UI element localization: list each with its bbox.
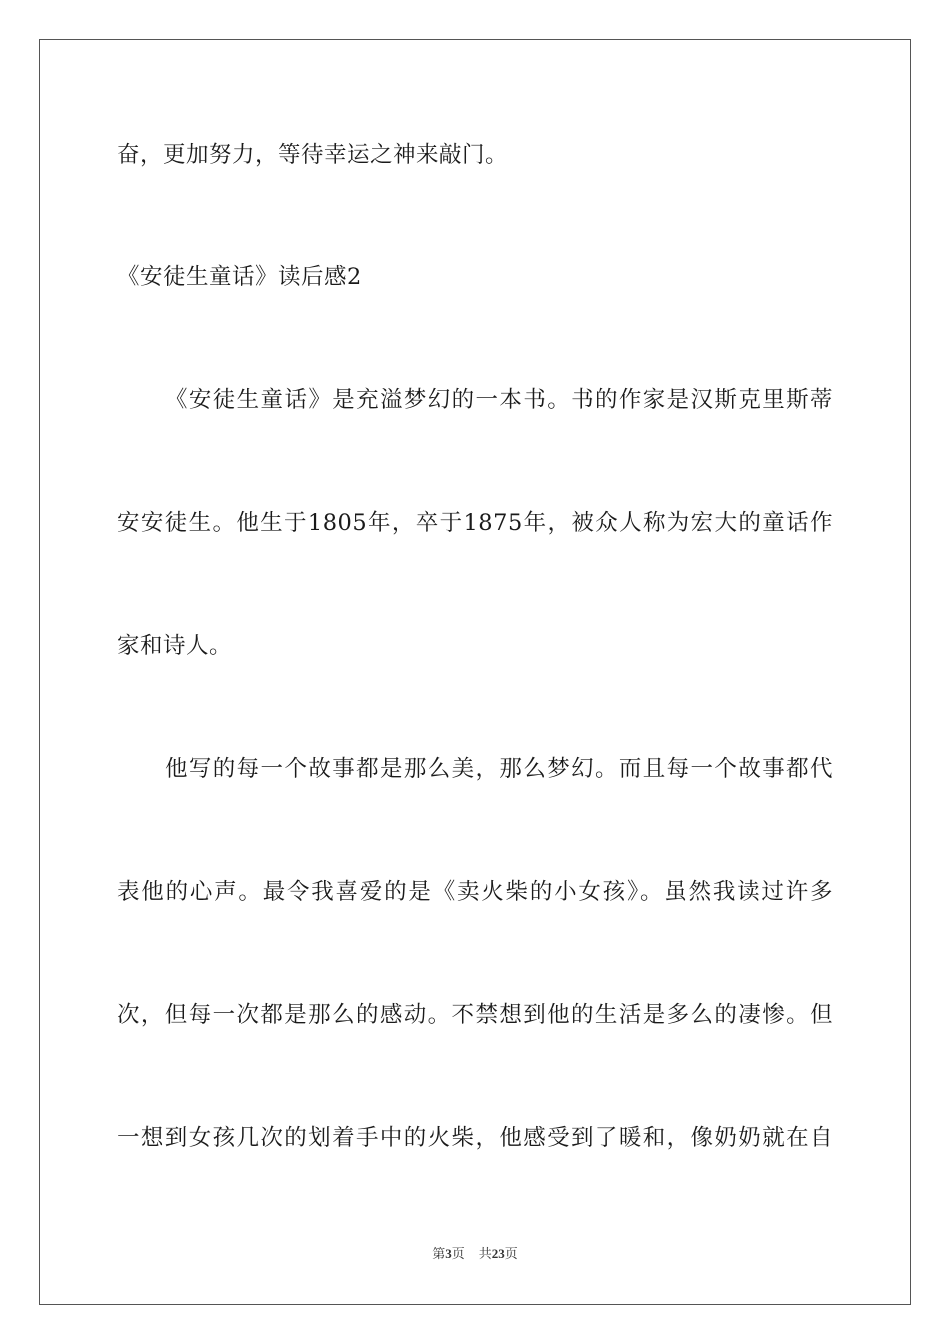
- paragraph-line: 安安徒生。他生于1805年，卒于1875年，被众人称为宏大的童话作: [117, 510, 833, 536]
- paragraph-line: 家和诗人。: [117, 633, 233, 659]
- section-heading: 《安徒生童话》读后感2: [117, 264, 362, 290]
- footer-total-suffix: 页: [504, 1247, 518, 1262]
- paragraph-line: 一想到女孩几次的划着手中的火柴，他感受到了暖和，像奶奶就在自: [117, 1125, 833, 1151]
- footer-page-number: 3: [445, 1246, 452, 1261]
- paragraph-line: 《安徒生童话》是充溢梦幻的一本书。书的作家是汉斯克里斯蒂: [165, 387, 833, 413]
- page-footer: [0, 1245, 950, 1264]
- page-border: [39, 39, 911, 1305]
- footer-total-prefix: 共: [478, 1247, 492, 1262]
- footer-page-prefix: 第: [432, 1247, 446, 1262]
- footer-page-suffix: 页: [451, 1247, 465, 1262]
- paragraph-line: 次，但每一次都是那么的感动。不禁想到他的生活是多么的凄惨。但: [117, 1002, 833, 1028]
- paragraph-line: 他写的每一个故事都是那么美，那么梦幻。而且每一个故事都代: [165, 756, 833, 782]
- paragraph-line: 表他的心声。最令我喜爱的是《卖火柴的小女孩》。虽然我读过许多: [117, 879, 833, 905]
- paragraph-line: 奋，更加努力，等待幸运之神来敲门。: [117, 142, 509, 168]
- footer-total-pages: 23: [491, 1246, 505, 1261]
